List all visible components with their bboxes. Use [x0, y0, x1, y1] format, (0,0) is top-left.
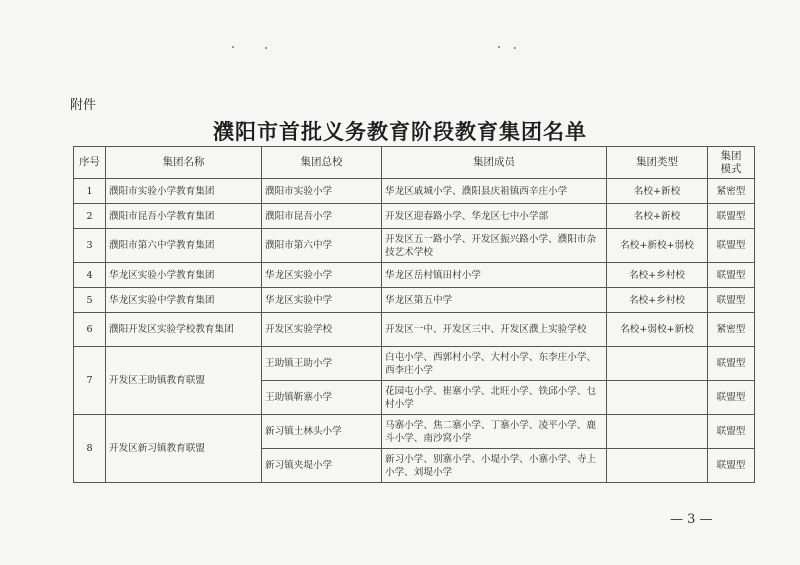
- row-group-name: 开发区王助镇教育联盟: [106, 347, 262, 415]
- header-group-type: 集团类型: [607, 147, 708, 179]
- row-group-name: 濮阳开发区实验学校教育集团: [106, 313, 262, 347]
- table-header-row: [74, 147, 755, 179]
- row-group-mode: 联盟型: [708, 204, 755, 229]
- row-members: 开发区一中、开发区三中、开发区濮上实验学校: [382, 313, 607, 347]
- row-group-type: [607, 415, 708, 449]
- page-number: — 3 —: [670, 512, 713, 527]
- row-group-name: 濮阳市昆吾小学教育集团: [106, 204, 262, 229]
- row-members: 开发区五一路小学、开发区振兴路小学、濮阳市杂技艺术学校: [382, 229, 607, 263]
- row-group-type: 名校+弱校+新校: [607, 313, 708, 347]
- header-group-mode: 集团 模式: [708, 147, 755, 179]
- row-group-mode: 联盟型: [708, 415, 755, 449]
- row-main-school: 新习镇夹堤小学: [262, 449, 382, 483]
- row-members: 新习小学、别寨小学、小堤小学、小寨小学、寺上小学、刘堤小学: [382, 449, 607, 483]
- table-row: [74, 415, 755, 449]
- header-members: 集团成员: [382, 147, 607, 179]
- row-group-mode: 联盟型: [708, 288, 755, 313]
- row-group-mode: 联盟型: [708, 381, 755, 415]
- row-group-mode: 联盟型: [708, 229, 755, 263]
- row-members: 华龙区戚城小学、濮阳县庆祖镇西辛庄小学: [382, 179, 607, 204]
- header-group-name: 集团名称: [106, 147, 262, 179]
- scan-speck: [498, 46, 500, 48]
- table-row: [74, 347, 755, 381]
- row-no: 8: [74, 415, 106, 483]
- table-row: [74, 179, 755, 204]
- document-title: 濮阳市首批义务教育阶段教育集团名单: [213, 119, 587, 144]
- scan-speck: [232, 46, 234, 48]
- table-row: [74, 263, 755, 288]
- row-group-type: 名校+新校+弱校: [607, 229, 708, 263]
- row-main-school: 濮阳市实验小学: [262, 179, 382, 204]
- scan-speck: [265, 47, 267, 49]
- row-group-name: 濮阳市实验小学教育集团: [106, 179, 262, 204]
- row-main-school: 华龙区实验中学: [262, 288, 382, 313]
- scan-speck: [514, 47, 516, 49]
- row-no: 2: [74, 204, 106, 229]
- attachment-label: 附件: [70, 98, 97, 113]
- table-row: [74, 229, 755, 263]
- row-main-school: 华龙区实验小学: [262, 263, 382, 288]
- row-main-school: 开发区实验学校: [262, 313, 382, 347]
- row-group-mode: 联盟型: [708, 449, 755, 483]
- row-main-school: 濮阳市昆吾小学: [262, 204, 382, 229]
- table-row: [74, 313, 755, 347]
- row-members: 华龙区岳村镇田村小学: [382, 263, 607, 288]
- row-group-type: [607, 449, 708, 483]
- table-row: [74, 288, 755, 313]
- row-group-type: [607, 347, 708, 381]
- table-row: [74, 204, 755, 229]
- row-main-school: 濮阳市第六中学: [262, 229, 382, 263]
- row-main-school: 新习镇土林头小学: [262, 415, 382, 449]
- row-members: 开发区迎春路小学、华龙区七中小学部: [382, 204, 607, 229]
- row-group-type: 名校+乡村校: [607, 263, 708, 288]
- row-group-name: 华龙区实验中学教育集团: [106, 288, 262, 313]
- row-group-type: 名校+新校: [607, 204, 708, 229]
- header-no: 序号: [74, 147, 106, 179]
- row-group-type: [607, 381, 708, 415]
- row-no: 1: [74, 179, 106, 204]
- row-no: 5: [74, 288, 106, 313]
- row-members: 华龙区第五中学: [382, 288, 607, 313]
- row-main-school: 王助镇靳寨小学: [262, 381, 382, 415]
- row-no: 3: [74, 229, 106, 263]
- row-members: 花园屯小学、崔寨小学、北旺小学、铁邱小学、乜村小学: [382, 381, 607, 415]
- row-group-name: 濮阳市第六中学教育集团: [106, 229, 262, 263]
- row-main-school: 王助镇王助小学: [262, 347, 382, 381]
- row-group-type: 名校+乡村校: [607, 288, 708, 313]
- row-no: 7: [74, 347, 106, 415]
- row-no: 4: [74, 263, 106, 288]
- row-group-name: 华龙区实验小学教育集团: [106, 263, 262, 288]
- row-no: 6: [74, 313, 106, 347]
- row-members: 白屯小学、西郭村小学、大村小学、东李庄小学、西李庄小学: [382, 347, 607, 381]
- row-group-mode: 联盟型: [708, 347, 755, 381]
- row-group-name: 开发区新习镇教育联盟: [106, 415, 262, 483]
- row-group-mode: 紧密型: [708, 179, 755, 204]
- row-members: 马寨小学、焦二寨小学、丁寨小学、凌平小学、鹿斗小学、南沙窝小学: [382, 415, 607, 449]
- header-main-school: 集团总校: [262, 147, 382, 179]
- row-group-mode: 紧密型: [708, 313, 755, 347]
- education-group-table: [73, 146, 755, 483]
- row-group-type: 名校+新校: [607, 179, 708, 204]
- row-group-mode: 联盟型: [708, 263, 755, 288]
